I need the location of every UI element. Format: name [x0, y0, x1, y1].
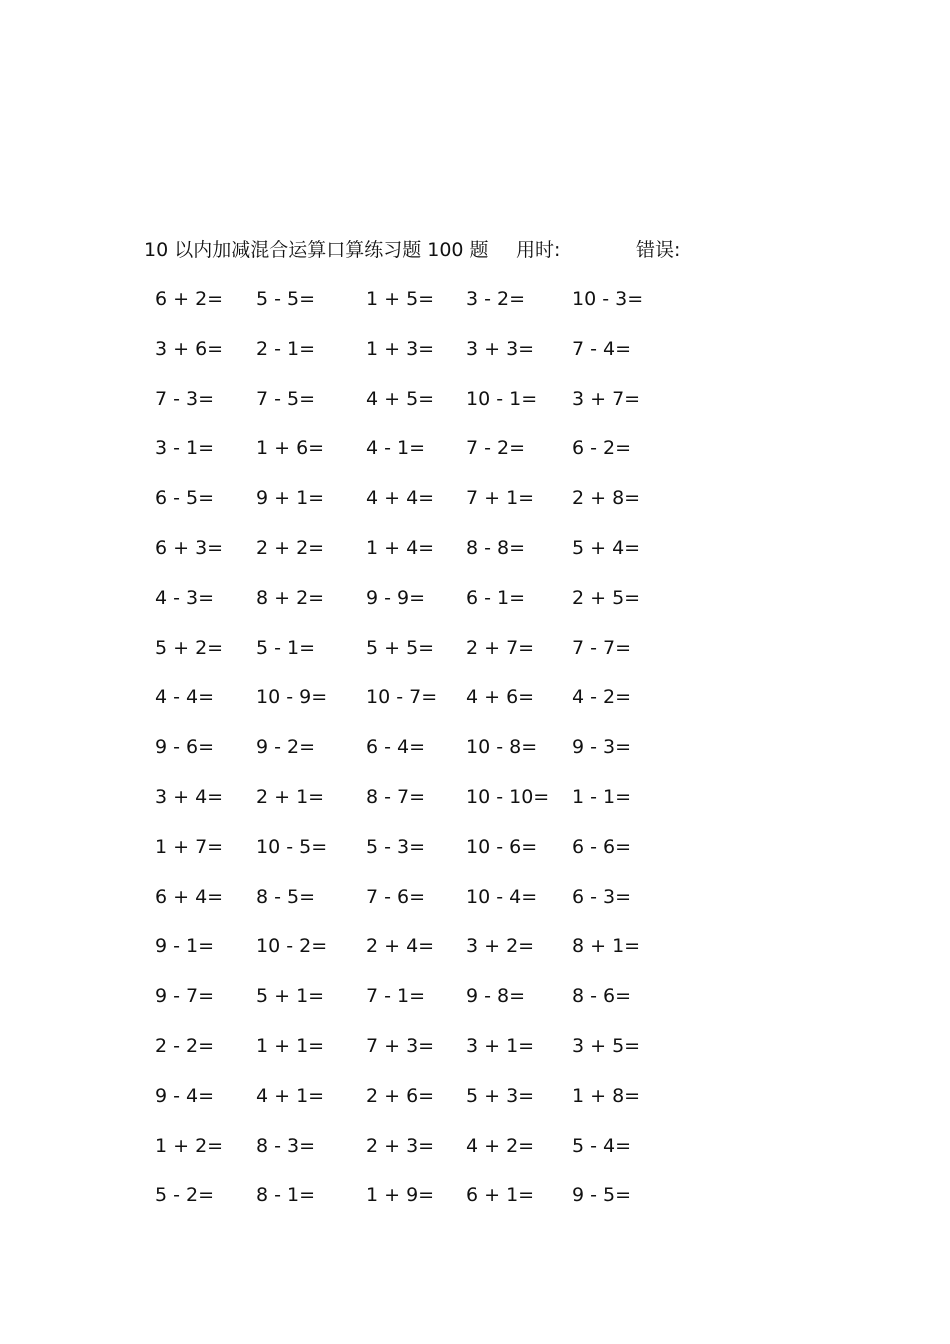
math-problem: 5 + 4= — [572, 536, 641, 559]
math-problem: 10 - 4= — [466, 885, 538, 908]
math-problem: 9 - 8= — [466, 985, 526, 1008]
math-problem: 5 + 3= — [466, 1084, 535, 1107]
math-problem: 2 + 2= — [256, 536, 325, 559]
math-problem: 9 - 2= — [256, 736, 316, 759]
problem-row — [144, 483, 704, 533]
math-problem: 2 + 3= — [366, 1134, 435, 1157]
math-problem: 8 - 6= — [572, 985, 632, 1008]
math-problem: 5 - 5= — [256, 288, 316, 310]
math-problem: 7 - 5= — [256, 387, 316, 410]
math-problem: 4 - 1= — [366, 437, 426, 460]
error-count-label: 错误: — [636, 239, 681, 261]
math-problem: 2 - 1= — [256, 337, 316, 360]
math-problem: 5 + 2= — [155, 636, 224, 659]
math-problem: 1 + 2= — [155, 1134, 224, 1157]
math-problem: 1 + 8= — [572, 1084, 641, 1107]
problem-row — [144, 832, 704, 882]
math-problem: 9 - 6= — [155, 736, 215, 759]
math-problem: 1 + 3= — [366, 337, 435, 360]
math-problem: 6 - 4= — [366, 736, 426, 759]
math-problem: 3 + 5= — [572, 1034, 641, 1057]
problem-row — [144, 433, 704, 483]
math-problem: 1 - 1= — [572, 785, 632, 808]
math-problem: 4 - 4= — [155, 686, 215, 709]
problem-row — [144, 1031, 704, 1081]
math-problem: 3 + 4= — [155, 785, 224, 808]
problem-row — [144, 1081, 704, 1131]
math-problem: 5 + 5= — [366, 636, 435, 659]
math-problem: 3 + 2= — [466, 935, 535, 958]
worksheet-title: 10 以内加减混合运算口算练习题 100 题 — [144, 239, 489, 261]
math-problem: 4 + 2= — [466, 1134, 535, 1157]
math-problem: 10 - 7= — [366, 686, 438, 709]
math-problem: 10 - 2= — [256, 935, 328, 958]
math-problem: 4 + 5= — [366, 387, 435, 410]
math-problem: 10 - 8= — [466, 736, 538, 759]
math-problem: 7 - 6= — [366, 885, 426, 908]
math-problem: 9 - 4= — [155, 1084, 215, 1107]
math-problem: 7 - 2= — [466, 437, 526, 460]
math-problem: 5 + 1= — [256, 985, 325, 1008]
problem-row — [144, 931, 704, 981]
math-problem: 9 - 9= — [366, 586, 426, 609]
math-problem: 4 - 3= — [155, 586, 215, 609]
math-problem: 3 + 6= — [155, 337, 224, 360]
math-problem: 7 + 3= — [366, 1034, 435, 1057]
math-problem: 2 + 8= — [572, 487, 641, 510]
math-problem: 6 - 3= — [572, 885, 632, 908]
math-problem: 10 - 1= — [466, 387, 538, 410]
problem-row — [144, 1131, 704, 1181]
problem-row — [144, 384, 704, 434]
math-problem: 7 - 7= — [572, 636, 632, 659]
math-problem: 2 + 4= — [366, 935, 435, 958]
math-problem: 7 - 1= — [366, 985, 426, 1008]
math-problem: 1 + 6= — [256, 437, 325, 460]
problem-row — [144, 682, 704, 732]
math-problem: 9 - 1= — [155, 935, 215, 958]
math-problem: 9 - 7= — [155, 985, 215, 1008]
math-problem: 5 - 1= — [256, 636, 316, 659]
math-problem: 3 + 7= — [572, 387, 641, 410]
math-problem: 10 - 10= — [466, 785, 550, 808]
math-problem: 2 + 5= — [572, 586, 641, 609]
problem-row — [144, 732, 704, 782]
math-problem: 2 + 1= — [256, 785, 325, 808]
math-problem: 7 + 1= — [466, 487, 535, 510]
math-problem: 10 - 6= — [466, 835, 538, 858]
math-problem: 5 - 2= — [155, 1184, 215, 1207]
math-problem: 6 - 1= — [466, 586, 526, 609]
math-problem: 8 + 1= — [572, 935, 641, 958]
time-used-label: 用时: — [516, 239, 561, 261]
math-problem: 2 + 7= — [466, 636, 535, 659]
math-problem: 1 + 5= — [366, 288, 435, 310]
math-problem: 3 + 1= — [466, 1034, 535, 1057]
problem-grid — [144, 284, 704, 1230]
math-problem: 10 - 9= — [256, 686, 328, 709]
math-problem: 4 - 2= — [572, 686, 632, 709]
math-problem: 5 - 3= — [366, 835, 426, 858]
math-problem: 6 + 3= — [155, 536, 224, 559]
math-problem: 6 + 1= — [466, 1184, 535, 1207]
math-problem: 9 - 3= — [572, 736, 632, 759]
math-problem: 7 - 4= — [572, 337, 632, 360]
math-problem: 2 + 6= — [366, 1084, 435, 1107]
math-problem: 6 - 6= — [572, 835, 632, 858]
problem-row — [144, 583, 704, 633]
problem-row — [144, 1180, 704, 1230]
math-problem: 9 + 1= — [256, 487, 325, 510]
math-problem: 5 - 4= — [572, 1134, 632, 1157]
math-problem: 6 + 2= — [155, 288, 224, 310]
problem-row — [144, 981, 704, 1031]
math-problem: 8 - 3= — [256, 1134, 316, 1157]
math-problem: 1 + 1= — [256, 1034, 325, 1057]
math-problem: 8 + 2= — [256, 586, 325, 609]
math-problem: 4 + 1= — [256, 1084, 325, 1107]
math-problem: 7 - 3= — [155, 387, 215, 410]
math-problem: 8 - 8= — [466, 536, 526, 559]
problem-row — [144, 782, 704, 832]
math-problem: 9 - 5= — [572, 1184, 632, 1207]
math-problem: 6 - 2= — [572, 437, 632, 460]
math-problem: 6 - 5= — [155, 487, 215, 510]
math-problem: 8 - 7= — [366, 785, 426, 808]
problem-row — [144, 533, 704, 583]
problem-row — [144, 284, 704, 334]
problem-row — [144, 633, 704, 683]
math-problem: 8 - 1= — [256, 1184, 316, 1207]
math-problem: 2 - 2= — [155, 1034, 215, 1057]
math-problem: 4 + 4= — [366, 487, 435, 510]
math-problem: 6 + 4= — [155, 885, 224, 908]
math-problem: 10 - 3= — [572, 288, 644, 310]
math-problem: 1 + 9= — [366, 1184, 435, 1207]
problem-row — [144, 334, 704, 384]
math-problem: 3 + 3= — [466, 337, 535, 360]
math-problem: 3 - 1= — [155, 437, 215, 460]
math-problem: 1 + 4= — [366, 536, 435, 559]
problem-row — [144, 882, 704, 932]
math-problem: 4 + 6= — [466, 686, 535, 709]
math-problem: 3 - 2= — [466, 288, 526, 310]
math-problem: 1 + 7= — [155, 835, 224, 858]
math-problem: 10 - 5= — [256, 835, 328, 858]
math-problem: 8 - 5= — [256, 885, 316, 908]
